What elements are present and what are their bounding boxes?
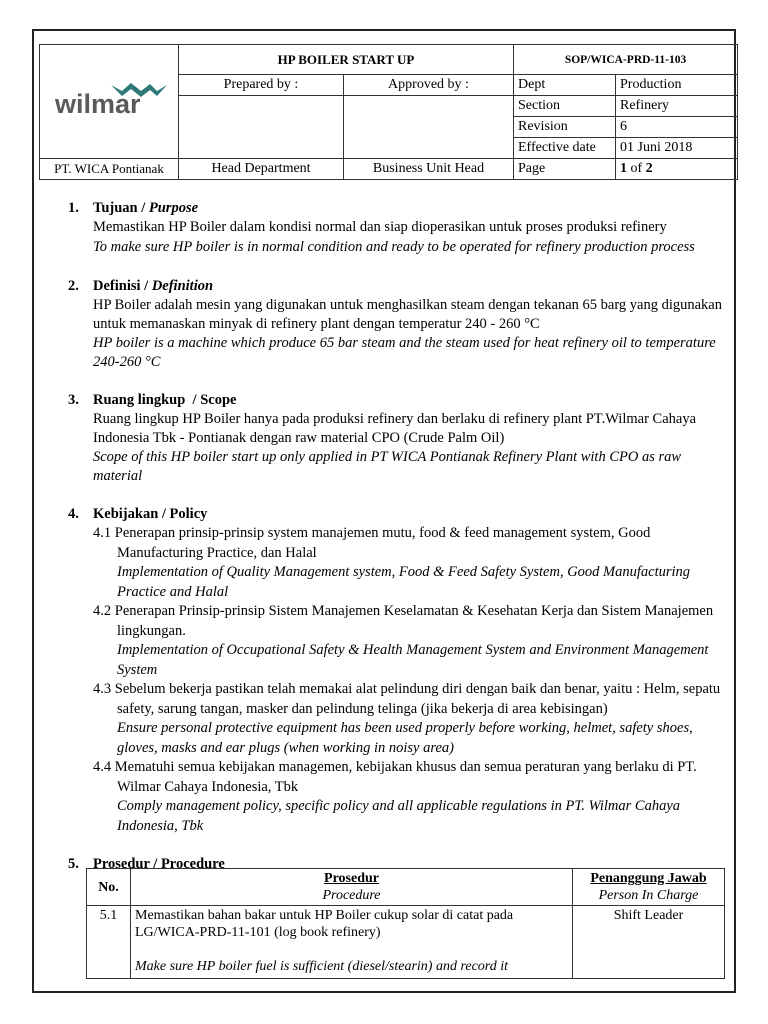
approved-by-label: Approved by : <box>344 75 514 96</box>
document-code: SOP/WICA-PRD-11-103 <box>514 45 738 75</box>
col-header-pic-en: Person In Charge <box>598 888 699 903</box>
meta-value-dept: Production <box>616 75 738 96</box>
policy-text-en: Comply management policy, specific policy and all applicable regulations in PT. Wilmar Cahaya Indonesia, Tbk <box>117 798 681 834</box>
section-text-en: HP boiler is a machine which produce 65 bar steam and the steam used for heat refinery oil to temperature 240-260 °C <box>93 335 716 370</box>
policy-text-id: 4.2 Penerapan Prinsip-prinsip Sistem Manajemen Keselamatan & Kesehatan Kerja dan Sistem Manajemen lingkungan. <box>93 603 714 639</box>
policy-text-en: Implementation of Occupational Safety & Health Management System and Environment Management System <box>117 642 709 678</box>
heading-id: Definisi / <box>93 278 152 294</box>
policy-text-en: Implementation of Quality Management system, Food & Feed Safety System, Good Manufacturing Practice and Halal <box>117 564 691 600</box>
col-header-no: No. <box>87 869 131 906</box>
section-heading <box>93 277 723 296</box>
meta-label-dept: Dept <box>514 75 616 96</box>
meta-label-page: Page <box>514 159 616 180</box>
section-heading: Kebijakan / Policy <box>93 506 208 522</box>
wilmar-logo <box>49 79 169 119</box>
page-number <box>616 159 738 180</box>
prepared-by-label: Prepared by : <box>179 75 344 96</box>
section-text-id: Ruang lingkup HP Boiler hanya pada produksi refinery dan berlaku di refinery plant PT.Wilmar Cahaya Indonesia Tbk - Pontianak dengan raw material CPO (Crude Palm Oil) <box>93 411 697 446</box>
logo-text: wilmar <box>55 89 141 119</box>
meta-value-section: Refinery <box>616 96 738 117</box>
row-procedure-en: Make sure HP boiler fuel is sufficient (diesel/stearin) and record it <box>135 959 509 974</box>
meta-value-revision: 6 <box>616 117 738 138</box>
section-scope <box>68 391 723 486</box>
page-of: of <box>627 161 646 176</box>
section-heading: Prosedur / Procedure <box>93 856 225 872</box>
section-text-en: Scope of this HP boiler start up only applied in PT WICA Pontianak Refinery Plant with CPO as raw material <box>93 449 682 484</box>
section-heading <box>93 199 723 218</box>
row-pic: Shift Leader <box>573 906 725 979</box>
logo-cell <box>40 45 179 159</box>
section-number: 4. <box>68 506 79 522</box>
section-text-id: Memastikan HP Boiler dalam kondisi normal dan siap dioperasikan untuk proses produksi refinery <box>93 219 667 235</box>
section-heading: Ruang lingkup / Scope <box>93 392 237 408</box>
page-total: 2 <box>645 161 653 176</box>
policy-text-id: 4.1 Penerapan prinsip-prinsip system manajemen mutu, food & feed management system, Good Manufacturing Practice, dan Halal <box>93 525 651 561</box>
heading-en: Purpose <box>148 200 199 216</box>
section-policy <box>68 505 723 836</box>
row-procedure <box>131 906 573 979</box>
page-current: 1 <box>620 161 627 176</box>
table-row <box>87 906 725 979</box>
prepared-role: Head Department <box>179 159 344 180</box>
section-number: 1. <box>68 200 79 216</box>
meta-label-effective-date: Effective date <box>514 138 616 159</box>
meta-label-section: Section <box>514 96 616 117</box>
section-definition <box>68 277 723 372</box>
policy-text-id: 4.3 Sebelum bekerja pastikan telah memakai alat pelindung diri dengan baik dan benar, yaitu : Helm, sepatu safety, sarung tangan, masker dan pelindung telinga (jika bekerja di area kebisingan) <box>93 681 721 717</box>
col-header-procedure-id: Prosedur <box>324 871 379 886</box>
approved-role: Business Unit Head <box>344 159 514 180</box>
procedure-table-header <box>87 869 725 906</box>
col-header-pic <box>573 869 725 906</box>
section-purpose <box>68 199 723 258</box>
row-no: 5.1 <box>87 906 131 979</box>
company-name: PT. WICA Pontianak <box>40 159 179 180</box>
document-body <box>68 199 723 893</box>
heading-id: Tujuan / <box>93 200 149 216</box>
policy-item <box>93 680 723 758</box>
section-text-id: HP Boiler adalah mesin yang digunakan untuk menghasilkan steam dengan tekanan 65 barg yang digunakan untuk memanaskan minyak di refinery plant dengan temperatur 240 - 260 °C <box>93 297 722 332</box>
meta-value-effective-date: 01 Juni 2018 <box>616 138 738 159</box>
heading-en: Definition <box>151 278 214 294</box>
section-text-en: To make sure HP boiler is in normal condition and ready to be operated for refinery production process <box>93 239 695 255</box>
prepared-signature-box <box>179 96 344 159</box>
policy-item <box>93 758 723 836</box>
col-header-procedure <box>131 869 573 906</box>
section-number: 3. <box>68 392 79 408</box>
row-procedure-id: Memastikan bahan bakar untuk HP Boiler cukup solar di catat pada LG/WICA-PRD-11-101 (log book refinery) <box>135 908 514 940</box>
meta-label-revision: Revision <box>514 117 616 138</box>
document-title: HP BOILER START UP <box>179 45 514 75</box>
col-header-pic-id: Penanggung Jawab <box>590 871 707 886</box>
policy-item <box>93 524 723 602</box>
procedure-table <box>86 868 725 979</box>
section-number: 5. <box>68 856 79 872</box>
section-number: 2. <box>68 278 79 294</box>
policy-item <box>93 602 723 680</box>
policy-text-id: 4.4 Mematuhi semua kebijakan managemen, kebijakan khusus dan semua peraturan yang berlaku di PT. Wilmar Cahaya Indonesia, Tbk <box>93 759 697 795</box>
approved-signature-box <box>344 96 514 159</box>
policy-text-en: Ensure personal protective equipment has been used properly before working, helmet, safety shoes, gloves, masks and ear plugs (when working in noisy area) <box>117 720 693 756</box>
document-header-table <box>39 44 738 180</box>
col-header-procedure-en: Procedure <box>322 888 381 903</box>
